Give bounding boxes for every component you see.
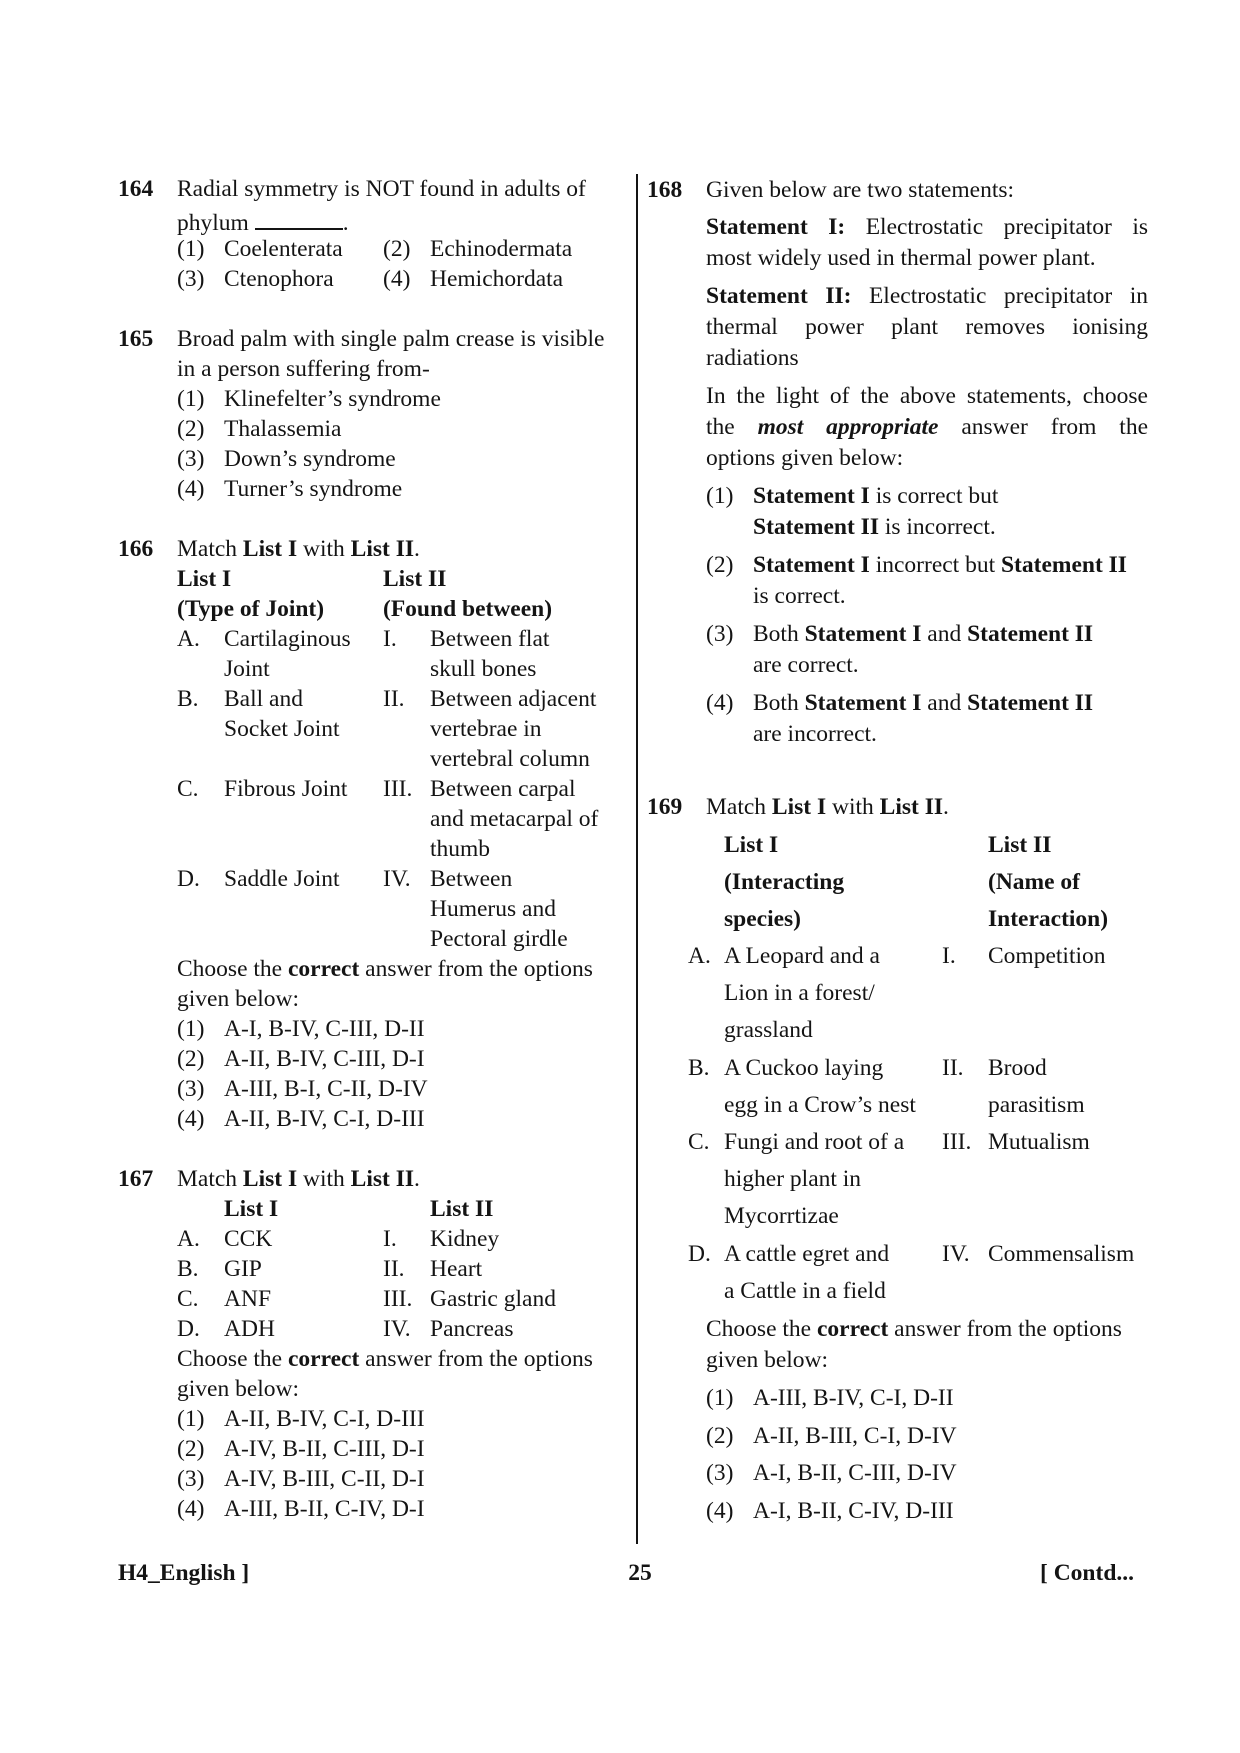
list-header: List II [430, 1196, 494, 1222]
row-letter: B. [177, 686, 199, 712]
option-text: A-I, B-IV, C-III, D-II [224, 1016, 425, 1042]
option-text: A-IV, B-III, C-II, D-I [224, 1466, 425, 1492]
row-letter: A. [177, 1226, 200, 1252]
option-number: (4) [177, 476, 205, 502]
list-header: List II [988, 832, 1052, 858]
option-text: Down’s syndrome [224, 446, 396, 472]
list-header: List I [224, 1196, 279, 1222]
list1-item: Fibrous Joint [224, 776, 348, 802]
list-header: species) [724, 906, 802, 932]
option-text: A-II, B-IV, C-III, D-I [224, 1046, 425, 1072]
option-text: Both Statement I and Statement II [753, 621, 1094, 647]
option-text: A-I, B-II, C-IV, D-III [753, 1498, 954, 1524]
list1-item: Saddle Joint [224, 866, 340, 892]
list1-item: higher plant in [724, 1166, 862, 1192]
row-roman: II. [383, 1256, 405, 1282]
list-header: (Name of [988, 869, 1081, 895]
option-number: (2) [706, 552, 734, 578]
option-text: Turner’s syndrome [224, 476, 403, 502]
list1-item: CCK [224, 1226, 273, 1252]
list1-item: GIP [224, 1256, 262, 1282]
row-roman: II. [942, 1055, 964, 1081]
option-number: (4) [177, 1496, 205, 1522]
instruction-text: In the light of the above statements, choose [706, 383, 1148, 409]
question-text: Match List I with List II. [177, 1166, 420, 1192]
question-number: 168 [647, 177, 683, 203]
footer-booklet-code: H4_English ] [118, 1560, 250, 1586]
option-number: (4) [706, 690, 734, 716]
option-text: Statement I is correct but [753, 483, 999, 509]
row-roman: I. [383, 626, 397, 652]
option-text: A-II, B-IV, C-I, D-III [224, 1106, 425, 1132]
question-number: 164 [118, 176, 154, 202]
option-number: (4) [706, 1498, 734, 1524]
row-roman: II. [383, 686, 405, 712]
instruction-text: Choose the correct answer from the options [706, 1316, 1122, 1342]
option-text: A-III, B-I, C-II, D-IV [224, 1076, 428, 1102]
fill-in-blank [255, 208, 343, 230]
question-text: Radial symmetry is NOT found in adults of [177, 176, 586, 202]
option-number: (3) [177, 446, 205, 472]
list2-item: Humerus and [430, 896, 556, 922]
list1-item: Lion in a forest/ [724, 980, 875, 1006]
row-roman: I. [383, 1226, 397, 1252]
option-number: (2) [177, 416, 205, 442]
instruction-text: options given below: [706, 445, 904, 471]
list2-item: Between flat [430, 626, 550, 652]
option-number: (3) [177, 1076, 205, 1102]
row-letter: B. [177, 1256, 199, 1282]
list-header: List I [724, 832, 779, 858]
row-roman: I. [942, 943, 956, 969]
option-text: A-IV, B-II, C-III, D-I [224, 1436, 425, 1462]
list2-item: Pancreas [430, 1316, 514, 1342]
option-text: Statement I incorrect but Statement II [753, 552, 1127, 578]
list1-item: ADH [224, 1316, 275, 1342]
column-divider [636, 174, 638, 1544]
statement-1: Statement I: Electrostatic precipitator is [706, 214, 1149, 240]
list2-item: parasitism [988, 1092, 1085, 1118]
option-text: A-II, B-III, C-I, D-IV [753, 1423, 957, 1449]
list-header: (Interacting [724, 869, 845, 895]
option-text: Statement II is incorrect. [753, 514, 996, 540]
instruction-text: Choose the correct answer from the options [177, 956, 593, 982]
instruction-text: given below: [177, 986, 300, 1012]
option-number: (2) [177, 1436, 205, 1462]
list2-item: Gastric gland [430, 1286, 556, 1312]
row-letter: D. [688, 1241, 711, 1267]
option-number: (1) [177, 1406, 205, 1432]
question-text: Match List I with List II. [177, 536, 420, 562]
question-number: 166 [118, 536, 154, 562]
list1-item: Mycorrtizae [724, 1203, 839, 1229]
question-text: Broad palm with single palm crease is visible [177, 326, 605, 352]
option-number: (3) [706, 1460, 734, 1486]
option-text: Hemichordata [430, 266, 564, 292]
statement-2-text: thermal power plant removes ionising [706, 314, 1148, 340]
list1-item: A Leopard and a [724, 943, 880, 969]
question-number: 167 [118, 1166, 154, 1192]
option-text: A-I, B-II, C-III, D-IV [753, 1460, 957, 1486]
list1-item: ANF [224, 1286, 272, 1312]
list-header: Interaction) [988, 906, 1109, 932]
option-number: (4) [383, 266, 411, 292]
option-number: (1) [706, 483, 734, 509]
question-number: 169 [647, 794, 683, 820]
list-subheader: (Found between) [383, 596, 553, 622]
list2-item: vertebrae in [430, 716, 542, 742]
list2-item: Brood [988, 1055, 1047, 1081]
list1-item: A cattle egret and [724, 1241, 890, 1267]
row-letter: D. [177, 1316, 200, 1342]
option-text: Coelenterata [224, 236, 343, 262]
question-text: in a person suffering from- [177, 356, 430, 382]
option-number: (3) [177, 1466, 205, 1492]
row-letter: A. [688, 943, 711, 969]
footer-continued: [ Contd... [1040, 1560, 1135, 1586]
list2-item: Pectoral girdle [430, 926, 568, 952]
option-text: A-III, B-IV, C-I, D-II [753, 1385, 954, 1411]
option-number: (1) [177, 386, 205, 412]
list2-item: Competition [988, 943, 1106, 969]
question-text: Given below are two statements: [706, 177, 1015, 203]
option-text: are correct. [753, 652, 859, 678]
list1-item: egg in a Crow’s nest [724, 1092, 916, 1118]
list2-item: Kidney [430, 1226, 500, 1252]
option-text: are incorrect. [753, 721, 877, 747]
list2-item: Commensalism [988, 1241, 1135, 1267]
row-letter: A. [177, 626, 200, 652]
list-header: List II [383, 566, 447, 592]
list2-item: Heart [430, 1256, 483, 1282]
row-roman: III. [942, 1129, 972, 1155]
list1-item: grassland [724, 1017, 813, 1043]
option-text: Klinefelter’s syndrome [224, 386, 441, 412]
option-number: (1) [177, 1016, 205, 1042]
option-text: Ctenophora [224, 266, 334, 292]
list1-item: a Cattle in a field [724, 1278, 886, 1304]
question-number: 165 [118, 326, 154, 352]
question-text: Match List I with List II. [706, 794, 949, 820]
list2-item: thumb [430, 836, 491, 862]
option-text: Echinodermata [430, 236, 573, 262]
list2-item: skull bones [430, 656, 537, 682]
list1-item: Joint [224, 656, 270, 682]
row-roman: III. [383, 1286, 413, 1312]
option-text: A-III, B-II, C-IV, D-I [224, 1496, 425, 1522]
option-text: is correct. [753, 583, 846, 609]
statement-2: Statement II: Electrostatic precipitator in [706, 283, 1149, 309]
row-roman: IV. [383, 1316, 411, 1342]
row-roman: IV. [942, 1241, 970, 1267]
list2-item: Between [430, 866, 513, 892]
list-subheader: (Type of Joint) [177, 596, 325, 622]
option-number: (3) [177, 266, 205, 292]
option-text: Thalassemia [224, 416, 342, 442]
option-number: (2) [706, 1423, 734, 1449]
list2-item: Between carpal [430, 776, 576, 802]
instruction-text: given below: [706, 1347, 829, 1373]
list2-item: and metacarpal of [430, 806, 599, 832]
statement-1-text: most widely used in thermal power plant. [706, 245, 1096, 271]
option-number: (2) [383, 236, 411, 262]
list-header: List I [177, 566, 232, 592]
option-number: (4) [177, 1106, 205, 1132]
list2-item: Mutualism [988, 1129, 1090, 1155]
row-letter: C. [177, 1286, 199, 1312]
option-text: A-II, B-IV, C-I, D-III [224, 1406, 425, 1432]
list1-item: Fungi and root of a [724, 1129, 905, 1155]
list1-item: Socket Joint [224, 716, 340, 742]
statement-2-text: radiations [706, 345, 799, 371]
option-text: Both Statement I and Statement II [753, 690, 1094, 716]
option-number: (1) [706, 1385, 734, 1411]
list1-item: Cartilaginous [224, 626, 351, 652]
option-number: (2) [177, 1046, 205, 1072]
row-letter: D. [177, 866, 200, 892]
list2-item: vertebral column [430, 746, 590, 772]
row-letter: C. [177, 776, 199, 802]
option-number: (3) [706, 621, 734, 647]
row-roman: III. [383, 776, 413, 802]
instruction-text: Choose the correct answer from the options [177, 1346, 593, 1372]
list1-item: Ball and [224, 686, 303, 712]
page-number: 25 [628, 1560, 652, 1586]
list2-item: Between adjacent [430, 686, 597, 712]
option-number: (1) [177, 236, 205, 262]
row-roman: IV. [383, 866, 411, 892]
list1-item: A Cuckoo laying [724, 1055, 884, 1081]
instruction-text: given below: [177, 1376, 300, 1402]
question-text: phylum . [177, 210, 349, 236]
row-letter: C. [688, 1129, 710, 1155]
row-letter: B. [688, 1055, 710, 1081]
instruction-text: the most appropriate answer from the [706, 414, 1149, 440]
